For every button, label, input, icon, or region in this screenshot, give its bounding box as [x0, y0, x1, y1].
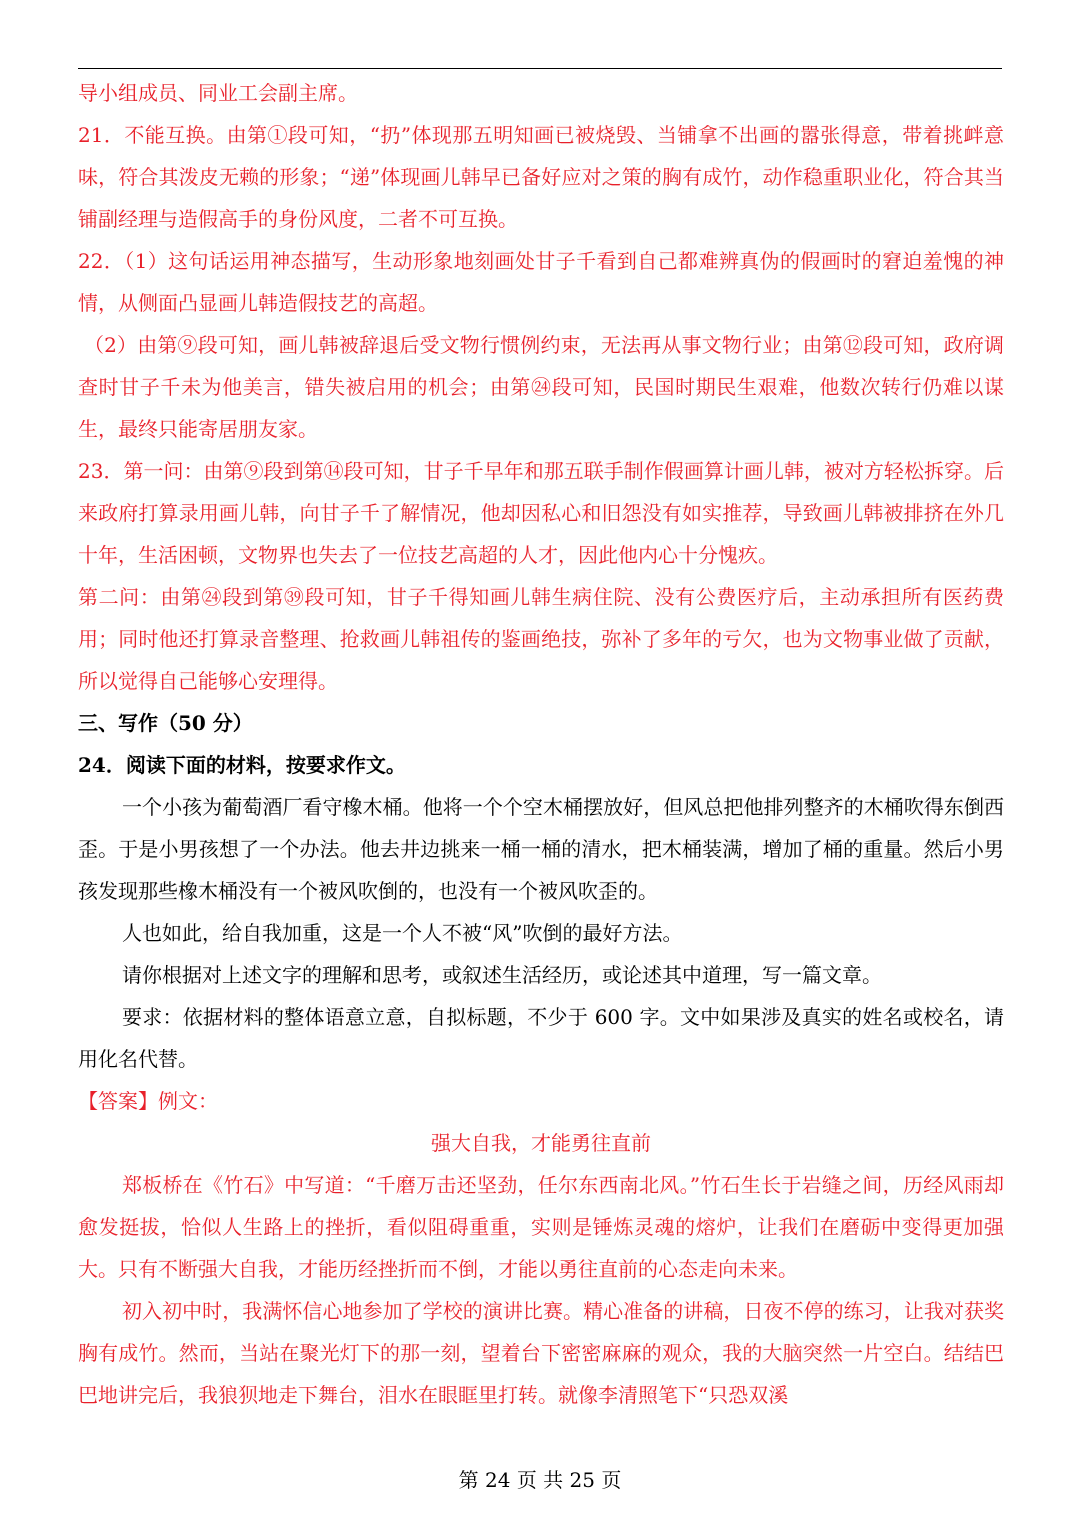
question-24: 24．阅读下面的材料，按要求作文。: [78, 753, 406, 777]
material-paragraph-2: 人也如此，给自我加重，这是一个人不被“风”吹倒的最好方法。: [122, 921, 683, 945]
answer-label: 【答案】例文：: [78, 1089, 218, 1113]
answer-23-part1: 23．第一问：由第⑨段到第⑭段可知，甘子千早年和那五联手制作假画算计画儿韩，被对方轻松拆穿。后来政府打算录用画儿韩，向甘子千了解情况，他却因私心和旧怨没有如实推荐，导致画儿韩被排挤在外几十年，生活困顿，文物界也失去了一位技艺高超的人才，因此他内心十分愧疚。: [78, 459, 1004, 567]
material-paragraph-3: 请你根据对上述文字的理解和思考，或叙述生活经历，或论述其中道理，写一篇文章。: [122, 963, 882, 987]
answer-line-continued: 导小组成员、同业工会副主席。: [78, 81, 358, 105]
answer-21: 21．不能互换。由第①段可知，“扔”体现那五明知画已被烧毁、当铺拿不出画的嚣张得意，带着挑衅意味，符合其泼皮无赖的形象；“递”体现画儿韩早已备好应对之策的胸有成竹，动作稳重职业化，符合其当铺副经理与造假高手的身份风度，二者不可互换。: [78, 123, 1004, 231]
essay-paragraph-1: 郑板桥在《竹石》中写道：“千磨万击还坚劲，任尔东西南北风。”竹石生长于岩缝之间，历经风雨却愈发挺拔，恰似人生路上的挫折，看似阻碍重重，实则是锤炼灵魂的熔炉，让我们在磨砺中变得更加强大。只有不断强大自我，才能历经挫折而不倒，才能以勇往直前的心态走向未来。: [78, 1173, 1004, 1281]
section-heading-writing: 三、写作（50 分）: [78, 711, 253, 735]
requirements-paragraph: 要求：依据材料的整体语意立意，自拟标题，不少于 600 字。文中如果涉及真实的姓名或校名，请用化名代替。: [78, 1005, 1004, 1071]
answer-22-part2: （2）由第⑨段可知，画儿韩被辞退后受文物行惯例约束，无法再从事文物行业；由第⑫段可知，政府调查时甘子千未为他美言，错失被启用的机会；由第㉔段可知，民国时期民生艰难，他数次转行仍难以谋生，最终只能寄居朋友家。: [78, 333, 1004, 441]
material-paragraph-1: 一个小孩为葡萄酒厂看守橡木桶。他将一个个空木桶摆放好，但风总把他排列整齐的木桶吹得东倒西歪。于是小男孩想了一个办法。他去井边挑来一桶一桶的清水，把木桶装满，增加了桶的重量。然后小男孩发现那些橡木桶没有一个被风吹倒的，也没有一个被风吹歪的。: [78, 795, 1004, 903]
page-content: [78, 72, 1004, 1416]
header-rule: [78, 68, 1002, 69]
answer-22-part1: 22．（1）这句话运用神态描写，生动形象地刻画处甘子千看到自己都难辨真伪的假画时的窘迫羞愧的神情，从侧面凸显画儿韩造假技艺的高超。: [78, 249, 1004, 315]
page-footer: 第 24 页 共 25 页: [458, 1468, 622, 1492]
essay-paragraph-2: 初入初中时，我满怀信心地参加了学校的演讲比赛。精心准备的讲稿，日夜不停的练习，让我对获奖胸有成竹。然而，当站在聚光灯下的那一刻，望着台下密密麻麻的观众，我的大脑突然一片空白。结结巴巴地讲完后，我狼狈地走下舞台，泪水在眼眶里打转。就像李清照笔下“只恐双溪: [78, 1299, 1004, 1407]
answer-23-part2: 第二问：由第㉔段到第㊴段可知，甘子千得知画儿韩生病住院、没有公费医疗后，主动承担所有医药费用；同时他还打算录音整理、抢救画儿韩祖传的鉴画绝技，弥补了多年的亏欠，也为文物事业做了贡献，所以觉得自己能够心安理得。: [78, 585, 1004, 693]
essay-title: 强大自我，才能勇往直前: [431, 1131, 651, 1155]
